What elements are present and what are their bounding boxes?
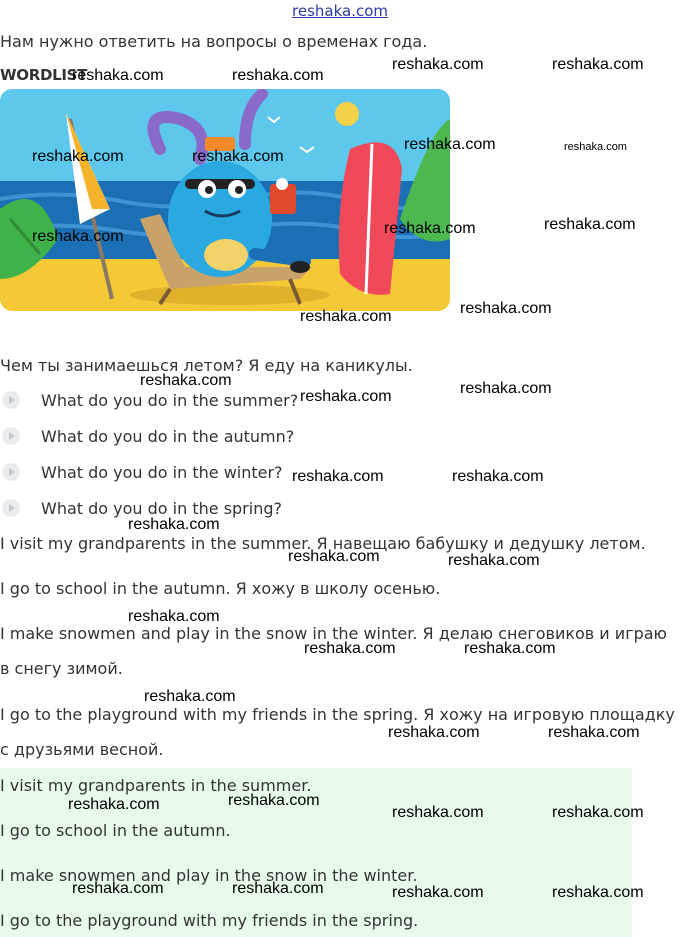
watermark: reshaka.com: [552, 884, 644, 901]
translation-spring: I go to the playground with my friends in the spring. Я хожу на игровую площадку: [0, 705, 675, 724]
watermark: reshaka.com: [288, 548, 380, 565]
answer-winter: I make snowmen and play in the snow in the winter.: [0, 866, 418, 885]
watermark: reshaka.com: [232, 67, 324, 84]
watermark: reshaka.com: [392, 884, 484, 901]
translation-autumn: I go to school in the autumn. Я хожу в школу осенью.: [0, 579, 441, 598]
translation-winter-cont: в снегу зимой.: [0, 659, 123, 678]
watermark: reshaka.com: [548, 724, 640, 741]
play-icon[interactable]: [2, 391, 20, 409]
watermark: reshaka.com: [544, 216, 636, 233]
site-title[interactable]: reshaka.com: [292, 2, 388, 20]
watermark: reshaka.com: [128, 516, 220, 533]
translation-spring-cont: с друзьями весной.: [0, 740, 164, 759]
watermark: reshaka.com: [304, 640, 396, 657]
watermark: reshaka.com: [128, 608, 220, 625]
intro-text: Нам нужно ответить на вопросы о временах года.: [0, 32, 428, 51]
question-autumn: What do you do in the autumn?: [41, 427, 295, 446]
wordlist-label: WORDLIST: [0, 66, 88, 84]
watermark: reshaka.com: [72, 67, 164, 84]
play-icon[interactable]: [2, 463, 20, 481]
watermark: reshaka.com: [300, 388, 392, 405]
question-summer: What do you do in the summer?: [41, 391, 299, 410]
watermark: reshaka.com: [68, 796, 160, 813]
watermark: reshaka.com: [564, 141, 627, 153]
watermark: reshaka.com: [384, 220, 476, 237]
translation-summer: I visit my grandparents in the summer. Я навещаю бабушку и дедушку летом.: [0, 534, 646, 553]
play-icon[interactable]: [2, 427, 20, 445]
answer-autumn: I go to school in the autumn.: [0, 821, 231, 840]
answer-summer: I visit my grandparents in the summer.: [0, 776, 312, 795]
watermark: reshaka.com: [448, 552, 540, 569]
watermark: reshaka.com: [144, 688, 236, 705]
watermark: reshaka.com: [460, 380, 552, 397]
watermark: reshaka.com: [232, 880, 324, 897]
watermark: reshaka.com: [32, 228, 124, 245]
play-icon[interactable]: [2, 499, 20, 517]
question-winter: What do you do in the winter?: [41, 463, 283, 482]
watermark: reshaka.com: [392, 804, 484, 821]
watermark: reshaka.com: [404, 136, 496, 153]
watermark: reshaka.com: [452, 468, 544, 485]
watermark: reshaka.com: [552, 56, 644, 73]
watermark: reshaka.com: [460, 300, 552, 317]
answer-spring: I go to the playground with my friends in the spring.: [0, 911, 419, 930]
subheading: Чем ты занимаешься летом? Я еду на каникулы.: [0, 356, 413, 375]
watermark: reshaka.com: [388, 724, 480, 741]
watermark: reshaka.com: [552, 804, 644, 821]
watermark: reshaka.com: [140, 372, 232, 389]
watermark: reshaka.com: [72, 880, 164, 897]
watermark: reshaka.com: [192, 148, 284, 165]
question-spring: What do you do in the spring?: [41, 499, 282, 518]
summer-beach-illustration: [0, 89, 450, 311]
watermark: reshaka.com: [292, 468, 384, 485]
watermark: reshaka.com: [464, 640, 556, 657]
watermark: reshaka.com: [300, 308, 392, 325]
translation-winter: I make snowmen and play in the snow in the winter. Я делаю снеговиков и играю: [0, 624, 668, 643]
watermark: reshaka.com: [228, 792, 320, 809]
watermark: reshaka.com: [32, 148, 124, 165]
watermark: reshaka.com: [392, 56, 484, 73]
